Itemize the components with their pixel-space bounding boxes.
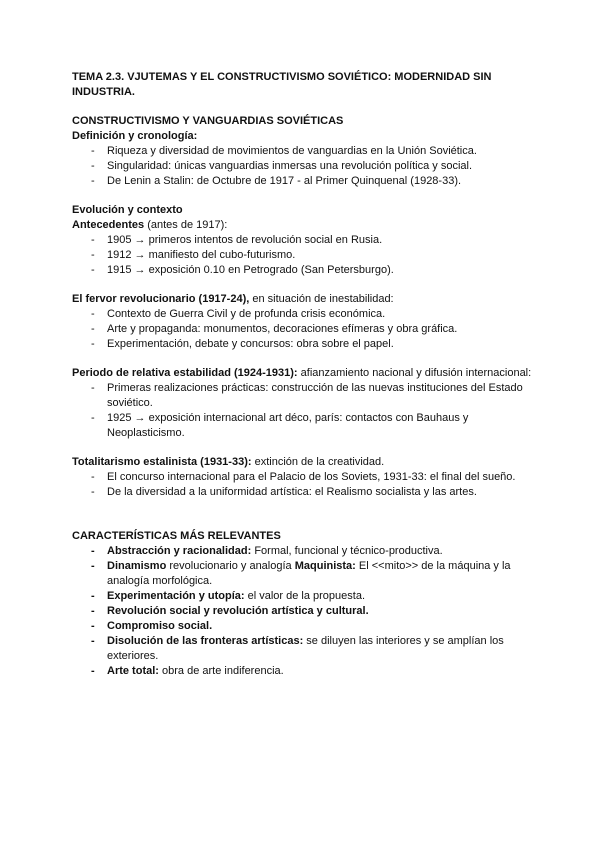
list-item: - Experimentación, debate y concursos: obra sobre el papel. <box>72 337 532 352</box>
item-bold: Compromiso social. <box>107 620 213 632</box>
item-text: El <<mito>> de la máquina y la analogía morfológica. <box>107 560 511 587</box>
list-item: - Contexto de Guerra Civil y de profunda crisis económica. <box>72 307 532 322</box>
list-item: - Arte y propaganda: monumentos, decoraciones efímeras y obra gráfica. <box>72 322 532 337</box>
section-heading: CONSTRUCTIVISMO Y VANGUARDIAS SOVIÉTICAS <box>72 115 344 127</box>
list-item: - 1905 → primeros intentos de revolución social en Rusia. <box>72 233 532 248</box>
item-bold: Arte total: <box>107 665 159 677</box>
antecedentes-list <box>72 233 532 278</box>
item-text: revolucionario y analogía <box>166 560 295 572</box>
list-item <box>72 619 532 634</box>
list-item: - El concurso internacional para el Palacio de los Soviets, 1931-33: el final del sueño. <box>72 470 532 485</box>
list-item: - 1925 → exposición internacional art déco, parís: contactos con Bauhaus y Neoplasticismo. <box>72 411 532 441</box>
caracteristicas-list <box>72 544 532 679</box>
item-bold: Maquinista: <box>294 560 356 572</box>
subheading-definicion: Definición y cronología: <box>72 130 198 142</box>
list-item: - 1915 → exposición 0.10 en Petrogrado (San Petersburgo). <box>72 263 532 278</box>
item-text: se diluyen las interiores y se amplían los exteriores. <box>107 635 504 662</box>
subheading-evolucion: Evolución y contexto <box>72 204 183 216</box>
item-bold: Experimentación y utopía: <box>107 590 245 602</box>
antecedentes-label: Antecedentes <box>72 219 145 231</box>
list-item <box>72 664 532 679</box>
list-item <box>72 544 532 559</box>
list-item <box>72 559 532 589</box>
item-bold: Abstracción y racionalidad: <box>107 545 252 557</box>
totalitarismo-paragraph <box>72 455 532 470</box>
list-item <box>72 604 532 619</box>
document-page <box>72 70 532 679</box>
list-item <box>72 589 532 604</box>
item-bold: Disolución de las fronteras artísticas: <box>107 635 304 647</box>
section-heading: CARACTERÍSTICAS MÁS RELEVANTES <box>72 530 281 542</box>
estabilidad-note: afianzamiento nacional y difusión internacional: <box>297 367 532 379</box>
list-item: - De Lenin a Stalin: de Octubre de 1917 - al Primer Quinquenal (1928-33). <box>72 174 532 189</box>
totalitarismo-note: extinción de la creatividad. <box>251 456 385 468</box>
item-bold: Revolución social y revolución artística y cultural. <box>107 605 369 617</box>
fervor-paragraph <box>72 292 532 307</box>
estabilidad-list <box>72 381 532 441</box>
estabilidad-label: Periodo de relativa estabilidad (1924-1931): <box>72 367 298 379</box>
list-item: - 1912 → manifiesto del cubo-futurismo. <box>72 248 532 263</box>
fervor-note: en situación de inestabilidad: <box>249 293 394 305</box>
list-item: - Singularidad: únicas vanguardias inmersas una revolución política y social. <box>72 159 532 174</box>
totalitarismo-list <box>72 470 532 500</box>
fervor-label: El fervor revolucionario (1917-24), <box>72 293 250 305</box>
section-constructivismo <box>72 114 532 189</box>
item-text: Formal, funcional y técnico-productiva. <box>251 545 443 557</box>
definicion-list <box>72 144 532 189</box>
antecedentes-paragraph <box>72 218 532 233</box>
document-title: TEMA 2.3. VJUTEMAS Y EL CONSTRUCTIVISMO SOVIÉTICO: MODERNIDAD SIN INDUSTRIA. <box>72 71 492 98</box>
fervor-list <box>72 307 532 352</box>
estabilidad-paragraph <box>72 366 532 381</box>
item-text: obra de arte indiferencia. <box>158 665 284 677</box>
list-item: - De la diversidad a la uniformidad artística: el Realismo socialista y las artes. <box>72 485 532 500</box>
item-text: el valor de la propuesta. <box>244 590 365 602</box>
section-evolucion <box>72 203 532 500</box>
item-bold: Dinamismo <box>107 560 167 572</box>
totalitarismo-label: Totalitarismo estalinista (1931-33): <box>72 456 252 468</box>
list-item: - Primeras realizaciones prácticas: construcción de las nuevas instituciones del Estado soviético. <box>72 381 532 411</box>
list-item: - Riqueza y diversidad de movimientos de vanguardias en la Unión Soviética. <box>72 144 532 159</box>
section-caracteristicas <box>72 529 532 679</box>
antecedentes-note: (antes de 1917): <box>144 219 228 231</box>
list-item <box>72 634 532 664</box>
